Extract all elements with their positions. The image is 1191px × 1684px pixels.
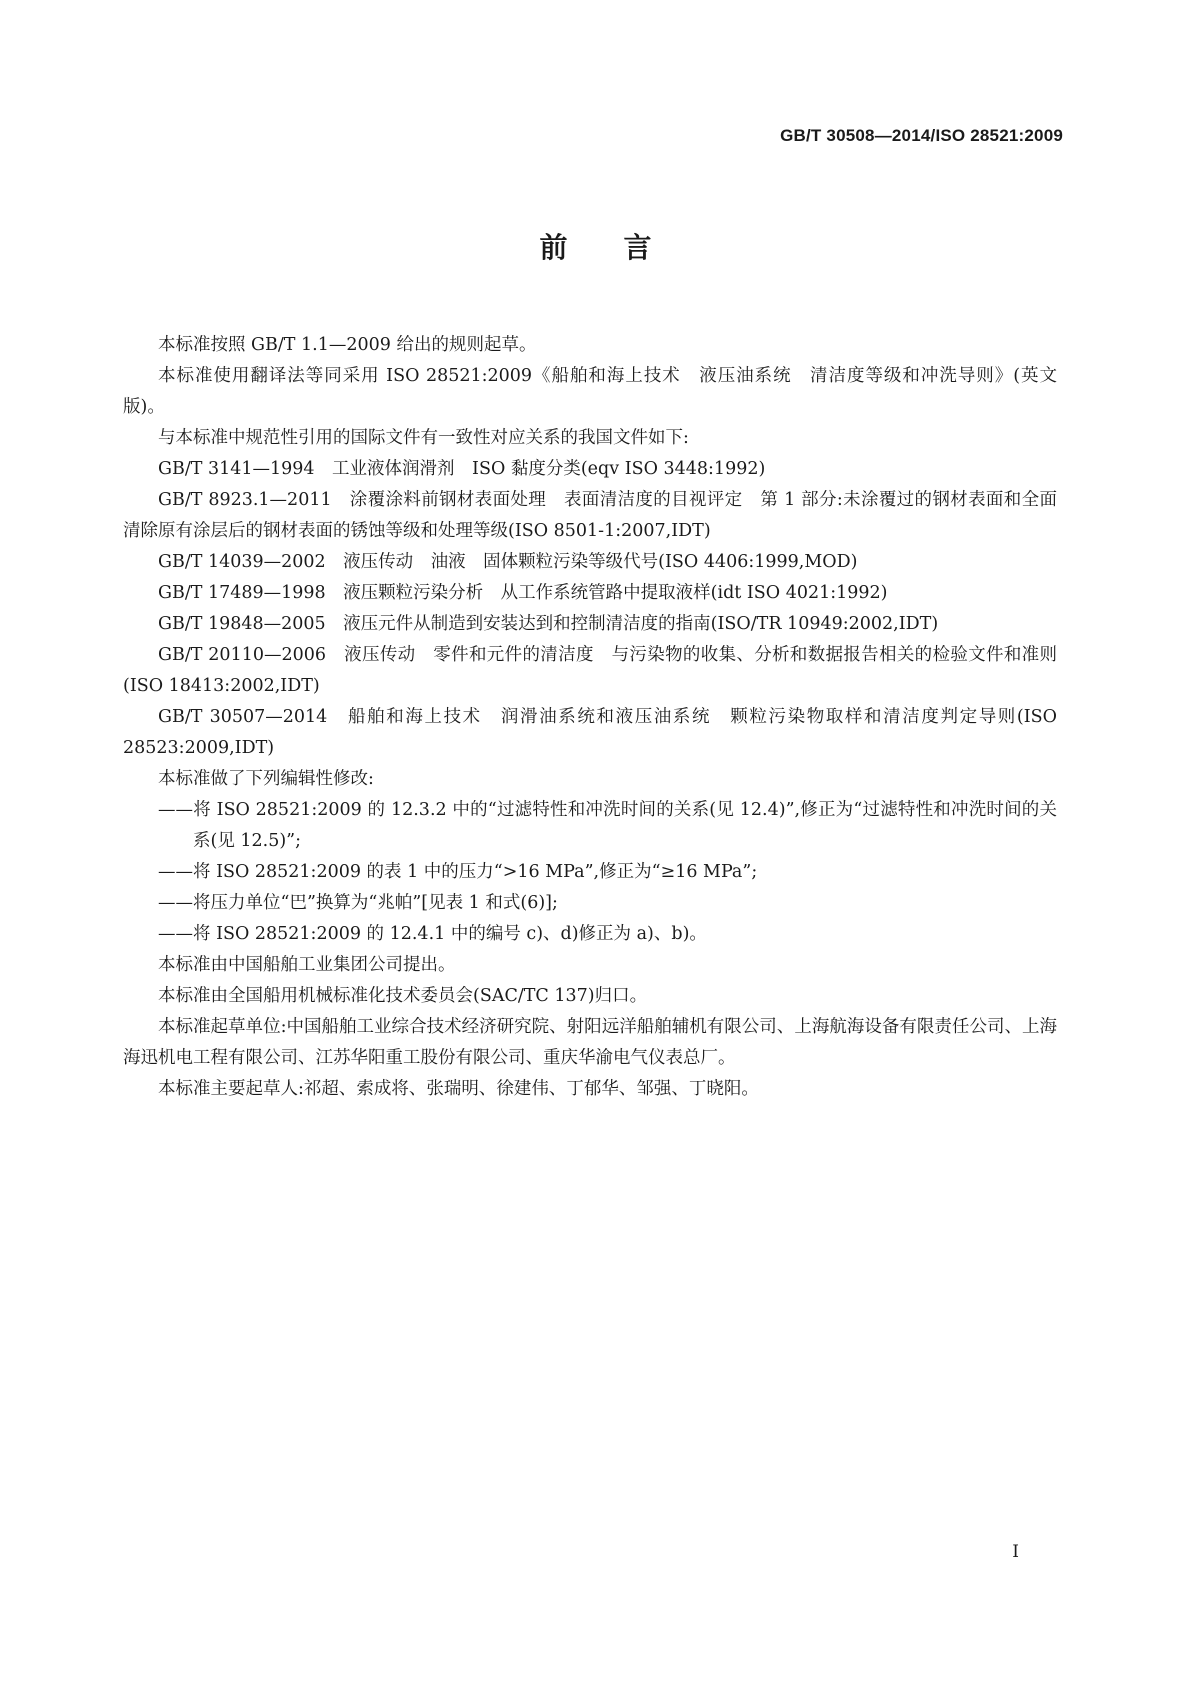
paragraph-technical-committee: 本标准由全国船用机械标准化技术委员会(SAC/TC 137)归口。 [158,986,648,1006]
reference-gbt-14039: GB/T 14039—2002 液压传动 油液 固体颗粒污染等级代号(ISO 4406:1999,MOD) [158,552,858,572]
list-item: ——将 ISO 28521:2009 的表 1 中的压力“>16 MPa”,修正为“≥16 MPa”; [158,862,758,882]
list-item: ——将 ISO 28521:2009 的 12.3.2 中的“过滤特性和冲洗时间的关系(见 12.4)”,修正为“过滤特性和冲洗时间的关系(见 12.5)”; [158,800,1057,851]
paragraph-drafting-units: 本标准起草单位:中国船舶工业综合技术经济研究院、射阳远洋船舶辅机有限公司、上海航海设备有限责任公司、上海海迅机电工程有限公司、江苏华阳重工股份有限公司、重庆华渝电气仪表总厂。 [123,1017,1057,1068]
reference-gbt-20110: GB/T 20110—2006 液压传动 零件和元件的清洁度 与污染物的收集、分析和数据报告相关的检验文件和准则(ISO 18413:2002,IDT) [123,645,1057,696]
page-number: I [1012,1542,1019,1562]
paragraph-drafting-rules: 本标准按照 GB/T 1.1—2009 给出的规则起草。 [158,335,537,355]
reference-gbt-30507: GB/T 30507—2014 船舶和海上技术 润滑油系统和液压油系统 颗粒污染物取样和清洁度判定导则(ISO 28523:2009,IDT) [123,707,1057,758]
paragraph-edit-intro: 本标准做了下列编辑性修改: [158,769,374,789]
reference-gbt-17489: GB/T 17489—1998 液压颗粒污染分析 从工作系统管路中提取液样(idt ISO 4021:1992) [158,583,888,603]
standard-code: GB/T 30508—2014/ISO 28521:2009 [780,126,1063,145]
paragraph-drafters: 本标准主要起草人:祁超、索成将、张瑞明、徐建伟、丁郁华、邹强、丁晓阳。 [158,1079,759,1099]
list-item: ——将压力单位“巴”换算为“兆帕”[见表 1 和式(6)]; [158,893,558,913]
reference-gbt-8923-1: GB/T 8923.1—2011 涂覆涂料前钢材表面处理 表面清洁度的目视评定 第 1 部分:未涂覆过的钢材表面和全面清除原有涂层后的钢材表面的锈蚀等级和处理等级(ISO 8501-1:2007,IDT) [123,490,1057,541]
paragraph-proposer: 本标准由中国船舶工业集团公司提出。 [158,955,456,975]
list-item: ——将 ISO 28521:2009 的 12.4.1 中的编号 c)、d)修正为 a)、b)。 [158,924,707,944]
foreword-body [123,330,1057,1105]
page-title: 前言 [539,231,708,264]
paragraph-correspondence-intro: 与本标准中规范性引用的国际文件有一致性对应关系的我国文件如下: [158,428,689,448]
paragraph-adoption: 本标准使用翻译法等同采用 ISO 28521:2009《船舶和海上技术 液压油系统 清洁度等级和冲洗导则》(英文版)。 [123,366,1057,417]
editorial-changes-list [123,795,1057,950]
reference-gbt-3141: GB/T 3141—1994 工业液体润滑剂 ISO 黏度分类(eqv ISO 3448:1992) [158,459,766,479]
reference-gbt-19848: GB/T 19848—2005 液压元件从制造到安装达到和控制清洁度的指南(ISO/TR 10949:2002,IDT) [158,614,939,634]
